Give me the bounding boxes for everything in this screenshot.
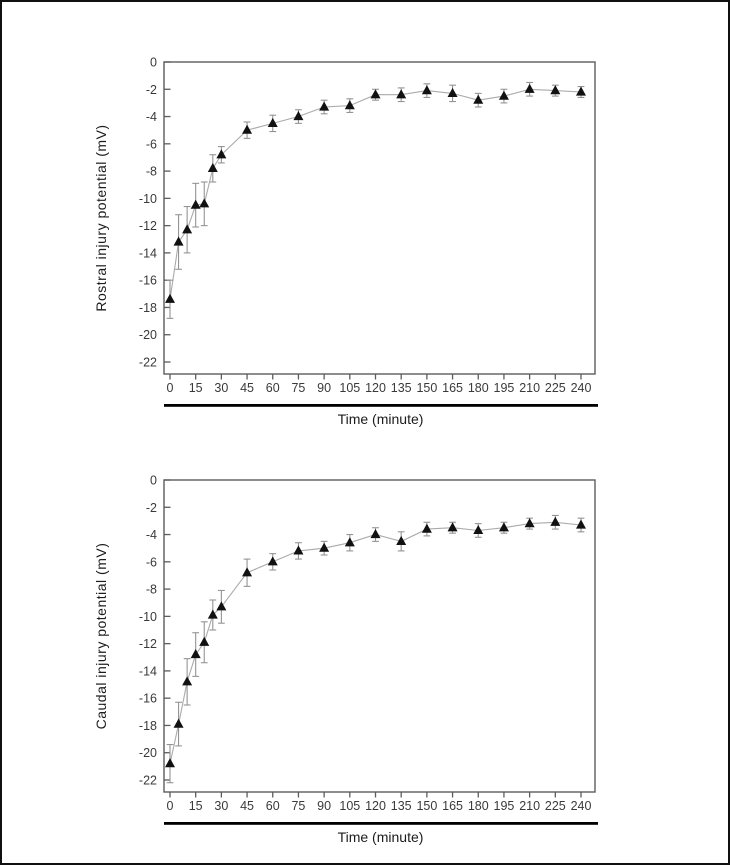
series-line [170, 89, 581, 299]
data-point-marker [422, 85, 432, 94]
rostral-injury-potential-chart [2, 2, 730, 435]
y-tick-label: -20 [138, 328, 157, 343]
x-tick-label: 0 [166, 381, 174, 395]
x-tick-label: 120 [365, 381, 386, 395]
data-point-marker [448, 522, 458, 531]
y-tick-label: -12 [138, 219, 157, 234]
x-tick-label: 90 [317, 381, 332, 395]
y-tick-label: -6 [145, 137, 157, 152]
data-point-marker [371, 89, 381, 98]
x-tick-label: 45 [240, 381, 255, 395]
x-tick-label: 180 [467, 381, 489, 395]
data-point-marker [208, 163, 218, 172]
x-tick-label: 165 [442, 381, 463, 395]
y-tick-label: 0 [150, 55, 157, 70]
x-tick-label: 150 [416, 381, 438, 395]
x-tick-label: 60 [265, 381, 280, 395]
x-tick-label: 105 [339, 799, 361, 813]
y-tick-label: 0 [150, 473, 157, 488]
x-tick-label: 210 [519, 799, 541, 813]
x-tick-label: 60 [265, 799, 280, 813]
x-axis-label: Time (minute) [337, 411, 424, 427]
x-tick-label: 90 [317, 799, 332, 813]
y-tick-label: -18 [138, 300, 157, 315]
x-tick-label: 15 [188, 381, 203, 395]
x-tick-label: 225 [544, 381, 566, 395]
y-tick-label: -12 [138, 637, 157, 652]
y-tick-label: -2 [145, 500, 157, 515]
data-point-marker [182, 676, 192, 685]
x-tick-label: 105 [339, 381, 361, 395]
y-tick-label: -10 [138, 191, 157, 206]
data-point-marker [293, 545, 303, 554]
data-point-marker [525, 84, 535, 93]
y-tick-label: -18 [138, 718, 157, 733]
data-point-marker [550, 517, 560, 526]
x-tick-label: 180 [467, 799, 489, 813]
x-tick-label: 135 [390, 799, 412, 813]
y-tick-label: -4 [145, 528, 157, 543]
data-point-marker [576, 520, 586, 529]
y-axis-label: Rostral injury potential (mV) [93, 124, 109, 312]
y-tick-label: -22 [138, 773, 157, 788]
x-tick-label: 45 [240, 799, 255, 813]
y-tick-label: -8 [145, 164, 157, 179]
x-tick-label: 135 [390, 381, 412, 395]
data-point-marker [319, 102, 329, 111]
x-tick-label: 240 [570, 381, 592, 395]
data-point-marker [576, 87, 586, 96]
x-tick-label: 75 [291, 799, 306, 813]
x-tick-label: 195 [493, 381, 515, 395]
y-axis-label: Caudal injury potential (mV) [93, 542, 109, 730]
data-point-marker [199, 198, 209, 207]
data-point-marker [371, 529, 381, 538]
data-point-marker [525, 518, 535, 527]
x-tick-label: 0 [166, 799, 174, 813]
x-tick-label: 210 [519, 381, 541, 395]
data-point-marker [216, 149, 226, 158]
x-tick-label: 15 [188, 799, 203, 813]
data-point-marker [165, 294, 175, 303]
data-point-marker [165, 758, 175, 767]
y-tick-label: -10 [138, 609, 157, 624]
data-point-marker [174, 719, 184, 728]
data-point-marker [182, 224, 192, 233]
series-line [170, 522, 581, 763]
y-tick-label: -16 [138, 691, 157, 706]
plot-area [164, 62, 595, 374]
data-point-marker [208, 610, 218, 619]
x-tick-label: 120 [365, 799, 386, 813]
y-tick-label: -6 [145, 555, 157, 570]
x-tick-label: 225 [544, 799, 566, 813]
data-point-marker [550, 85, 560, 94]
x-tick-label: 150 [416, 799, 438, 813]
y-tick-label: -4 [145, 110, 157, 125]
caudal-injury-potential-chart [2, 420, 730, 853]
x-axis-underline [164, 404, 598, 407]
y-tick-label: -8 [145, 582, 157, 597]
data-point-marker [473, 525, 483, 534]
data-point-marker [422, 524, 432, 533]
data-point-marker [199, 637, 209, 646]
y-tick-label: -14 [138, 246, 157, 261]
x-tick-label: 75 [291, 381, 306, 395]
x-tick-label: 195 [493, 799, 515, 813]
y-tick-label: -20 [138, 746, 157, 761]
y-tick-label: -22 [138, 355, 157, 370]
y-tick-label: -14 [138, 664, 157, 679]
x-tick-label: 165 [442, 799, 463, 813]
x-tick-label: 30 [214, 381, 229, 395]
x-tick-label: 240 [570, 799, 592, 813]
data-point-marker [448, 88, 458, 97]
x-tick-label: 30 [214, 799, 229, 813]
y-tick-label: -2 [145, 82, 157, 97]
y-tick-label: -16 [138, 273, 157, 288]
x-axis-label: Time (minute) [337, 829, 424, 845]
x-axis-underline [164, 822, 598, 825]
